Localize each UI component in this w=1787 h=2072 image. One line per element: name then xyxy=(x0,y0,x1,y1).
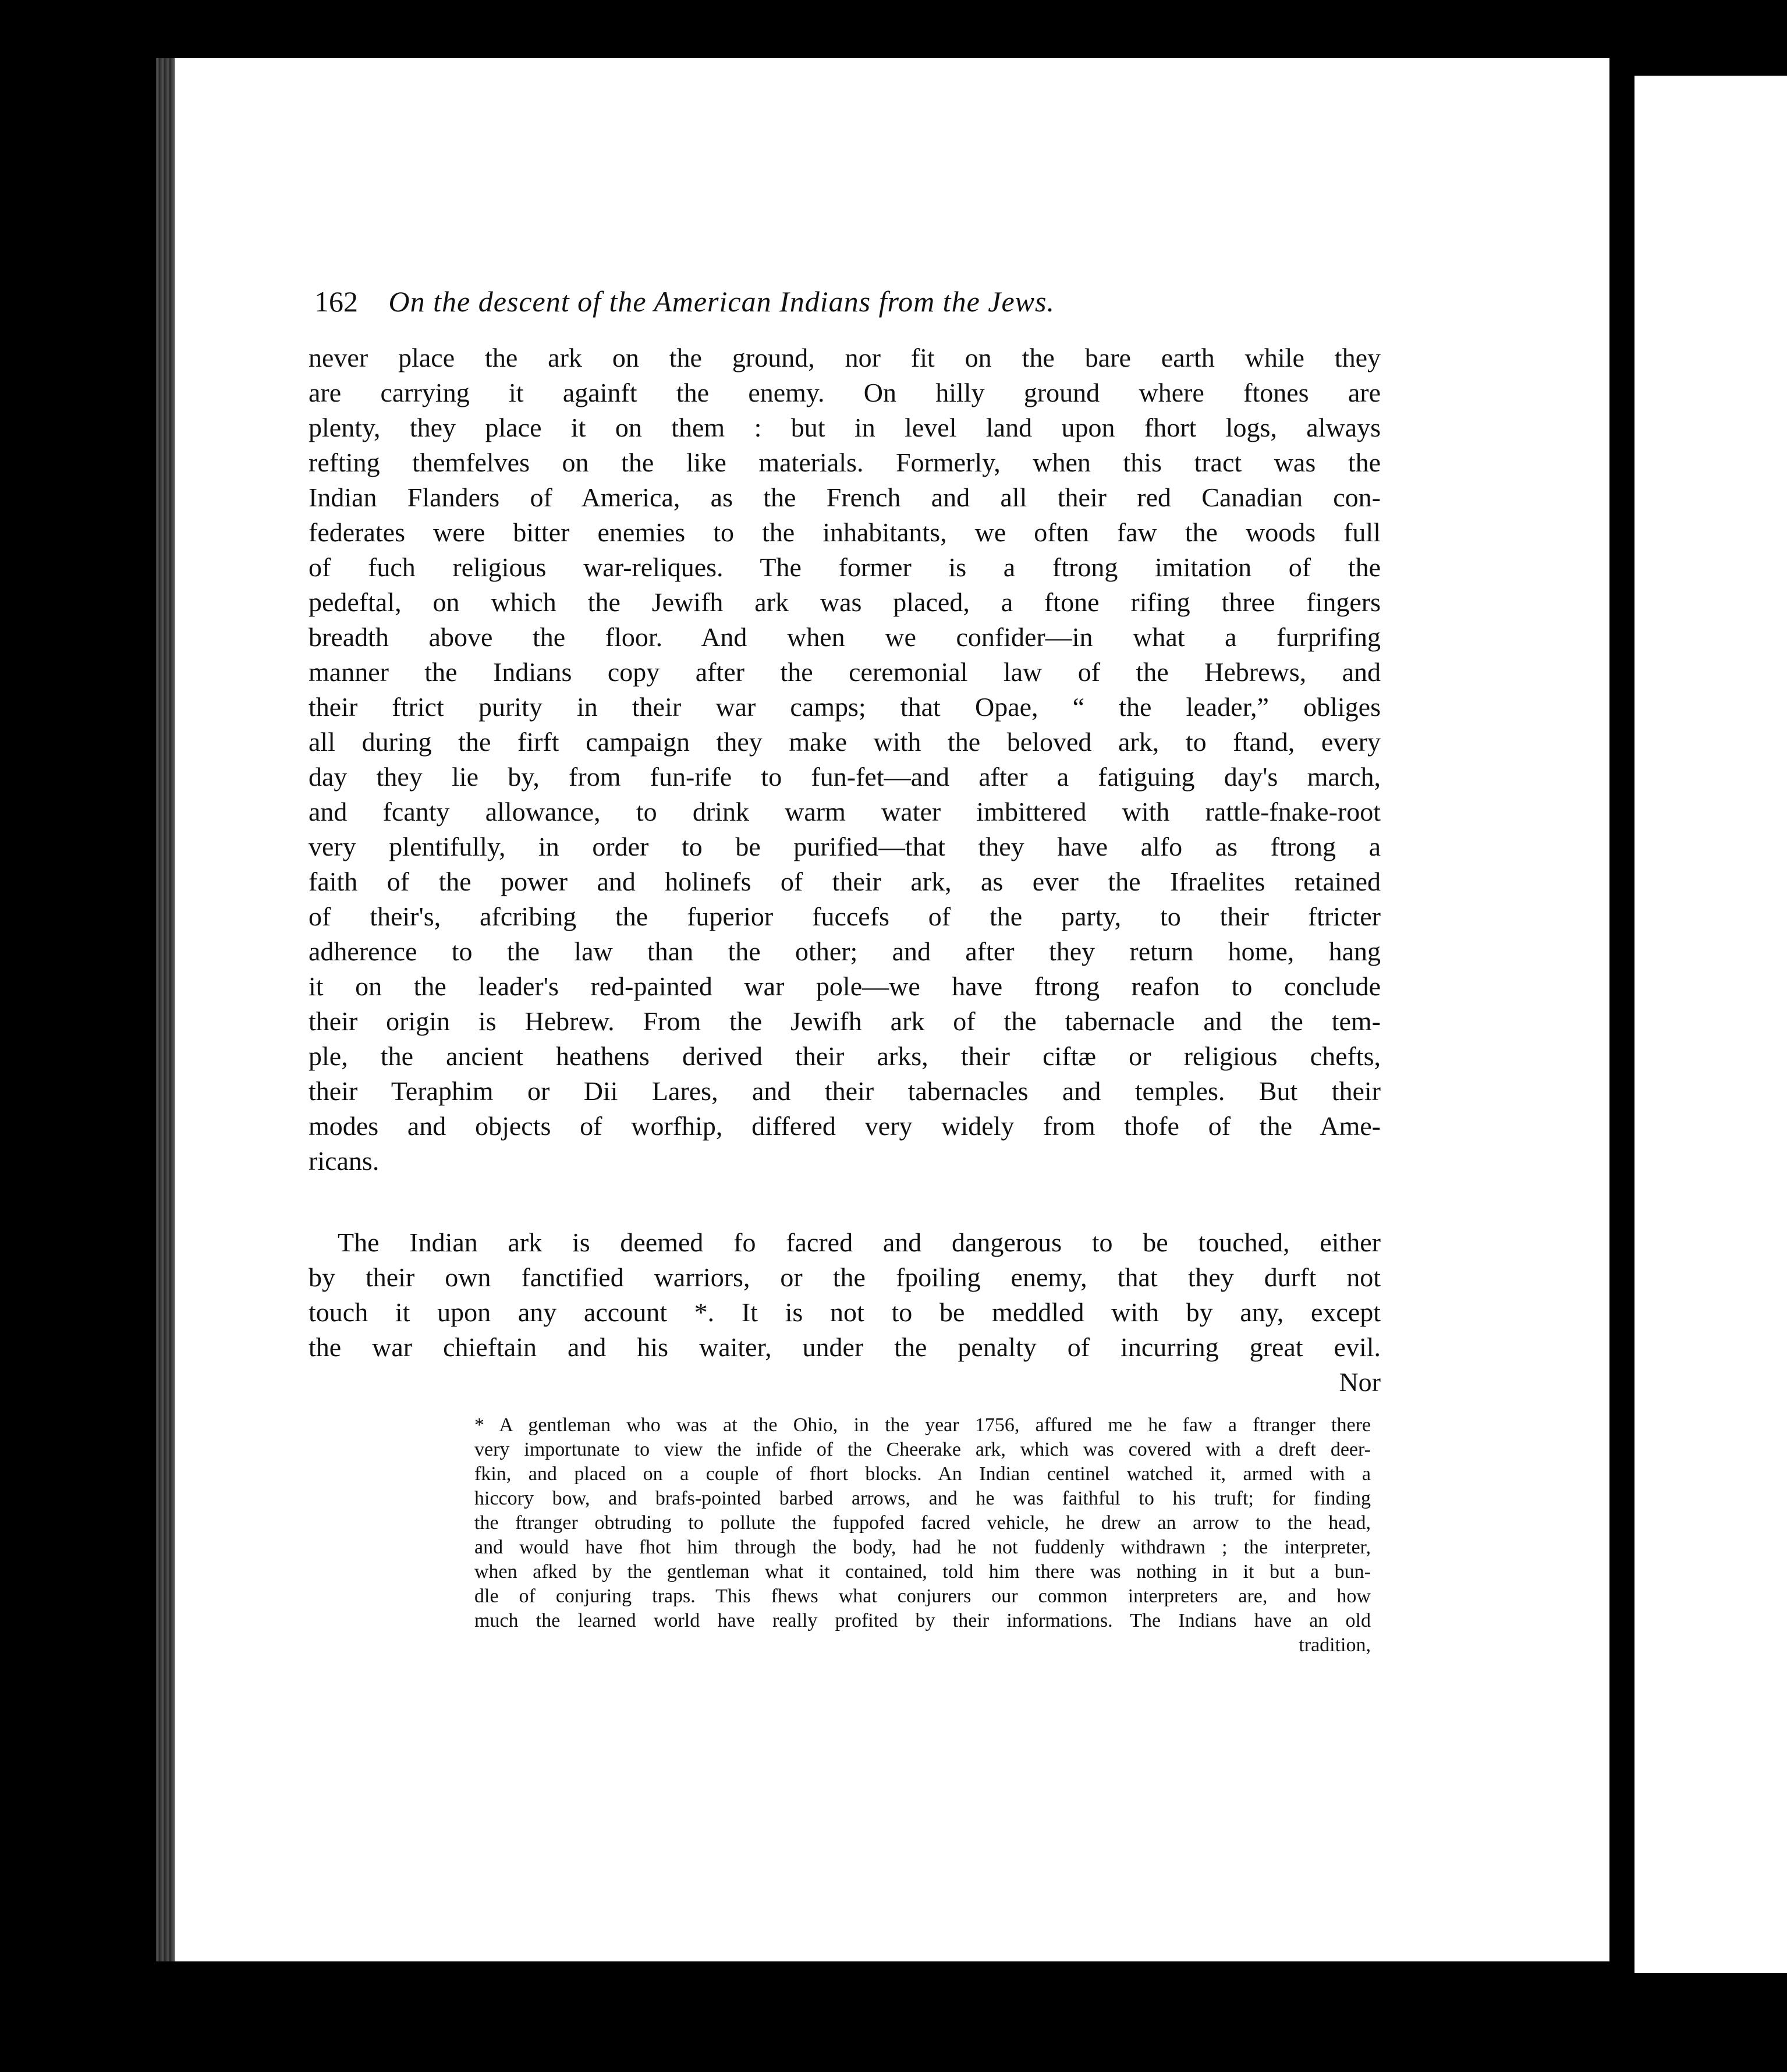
footnote xyxy=(474,1413,1371,1658)
footnote-line: fkin, and placed on a couple of fhort blocks. An Indian centinel watched it, armed with a xyxy=(474,1463,1371,1485)
paragraph-1 xyxy=(309,340,1381,1179)
footnote-line: * A gentleman who was at the Ohio, in the year 1756, affured me he faw a ftranger there xyxy=(474,1414,1371,1436)
text-line: their ftrict purity in their war camps; that Opae, “ the leader,” obliges xyxy=(309,692,1381,722)
text-line: modes and objects of worfhip, differed very widely from thofe of the Ame- xyxy=(309,1111,1381,1141)
text-line: are carrying it againft the enemy. On hilly ground where ftones are xyxy=(309,378,1381,407)
text-line: The Indian ark is deemed fo facred and dangerous to be touched, either xyxy=(338,1227,1381,1257)
text-line: day they lie by, from fun-rife to fun-fet—and after a fatiguing day's march, xyxy=(309,762,1381,792)
text-line: never place the ark on the ground, nor fit on the bare earth while they xyxy=(309,343,1381,372)
text-line: plenty, they place it on them : but in level land upon fhort logs, always xyxy=(309,413,1381,442)
text-line: their Teraphim or Dii Lares, and their tabernacles and temples. But their xyxy=(309,1076,1381,1106)
page-number: 162 xyxy=(314,285,358,318)
footnote-catchword: tradition, xyxy=(1299,1634,1371,1656)
text-line: faith of the power and holinefs of their ark, as ever the Ifraelites retained xyxy=(309,867,1381,896)
text-line: by their own fanctified warriors, or the fpoiling enemy, that they durft not xyxy=(309,1262,1381,1292)
footnote-line: when afked by the gentleman what it contained, told him there was nothing in it but a bun- xyxy=(474,1561,1371,1583)
text-line: pedeftal, on which the Jewifh ark was placed, a ftone rifing three fingers xyxy=(309,587,1381,617)
text-line: ple, the ancient heathens derived their arks, their ciftæ or religious chefts, xyxy=(309,1041,1381,1071)
text-line: refting themfelves on the like materials. Formerly, when this tract was the xyxy=(309,448,1381,477)
running-head xyxy=(314,284,1292,319)
footnote-line: dle of conjuring traps. This fhews what conjurers our common interpreters are, and how xyxy=(474,1585,1371,1607)
running-head-title: On the descent of the American Indians from the Jews. xyxy=(388,285,1055,318)
text-line: and fcanty allowance, to drink warm water imbittered with rattle-fnake-root xyxy=(309,797,1381,826)
text-line: ricans. xyxy=(309,1146,380,1176)
text-line: of their's, afcribing the fuperior fuccefs of the party, to their ftricter xyxy=(309,902,1381,931)
text-line: Indian Flanders of America, as the French and all their red Canadian con- xyxy=(309,482,1381,512)
catchword: Nor xyxy=(1339,1367,1381,1397)
footnote-line: much the learned world have really profited by their informations. The Indians have an old xyxy=(474,1610,1371,1631)
text-line: manner the Indians copy after the ceremonial law of the Hebrews, and xyxy=(309,657,1381,687)
footnote-line: and would have fhot him through the body, had he not fuddenly withdrawn ; the interpreter, xyxy=(474,1537,1371,1558)
adjacent-page-edge xyxy=(1634,76,1787,1973)
text-line: their origin is Hebrew. From the Jewifh ark of the tabernacle and the tem- xyxy=(309,1006,1381,1036)
text-line: all during the firft campaign they make with the beloved ark, to ftand, every xyxy=(309,727,1381,757)
text-line: very plentifully, in order to be purified—that they have alfo as ftrong a xyxy=(309,832,1381,861)
paragraph-2 xyxy=(309,1225,1381,1400)
text-line: touch it upon any account *. It is not to be meddled with by any, except xyxy=(309,1297,1381,1327)
text-line: of fuch religious war-reliques. The former is a ftrong imitation of the xyxy=(309,552,1381,582)
footnote-line: the ftranger obtruding to pollute the fuppofed facred vehicle, he drew an arrow to the head, xyxy=(474,1512,1371,1534)
text-line: adherence to the law than the other; and after they return home, hang xyxy=(309,936,1381,966)
text-line: the war chieftain and his waiter, under the penalty of incurring great evil. xyxy=(309,1332,1381,1362)
footnote-line: very importunate to view the infide of the Cheerake ark, which was covered with a dreft deer- xyxy=(474,1439,1371,1460)
text-line: federates were bitter enemies to the inhabitants, we often faw the woods full xyxy=(309,517,1381,547)
text-line: breadth above the floor. And when we confider—in what a furprifing xyxy=(309,622,1381,652)
text-line: it on the leader's red-painted war pole—we have ftrong reafon to conclude xyxy=(309,971,1381,1001)
footnote-line: hiccory bow, and brafs-pointed barbed arrows, and he was faithful to his truft; for finding xyxy=(474,1488,1371,1509)
